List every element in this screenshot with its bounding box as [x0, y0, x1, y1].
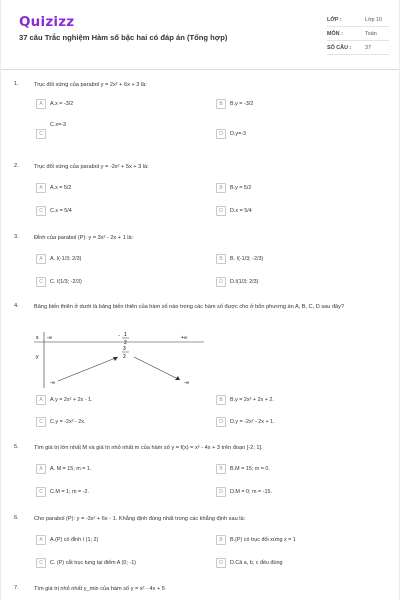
option-d[interactable]: [216, 206, 252, 216]
option-letter: A: [36, 254, 46, 264]
x-right: +∞: [181, 335, 188, 341]
option-text: C.x = 5/4: [50, 208, 72, 214]
option-letter: D: [216, 206, 226, 216]
option-a[interactable]: [36, 395, 93, 405]
question-number: 1.: [14, 81, 19, 87]
question-text: Trục đối xứng của parabol y = 2x² + 6x + 3 là:: [34, 82, 147, 88]
option-letter: C: [36, 558, 46, 568]
meta-grade-row: [327, 13, 389, 27]
meta-key: LỚP :: [327, 16, 342, 23]
option-text: A.(P) có đỉnh I (1; 2): [50, 537, 99, 543]
x-left: -∞: [47, 335, 53, 341]
worksheet-page: [1, 0, 399, 600]
option-letter: C: [36, 206, 46, 216]
question-7: [14, 585, 394, 597]
question-number: 5.: [14, 444, 19, 450]
question-text: Bảng biến thiên ở dưới là bảng biến thiên của hàm số nào trong các hàm số được cho ở bốn phương án A, B, C, D sau đây?: [34, 304, 345, 310]
option-c[interactable]: [36, 277, 82, 287]
option-letter: C: [36, 129, 46, 139]
option-d[interactable]: [216, 417, 275, 427]
y-label: y: [36, 354, 39, 360]
meta-value: 37: [365, 44, 371, 51]
option-b[interactable]: [216, 99, 253, 109]
option-letter: B: [216, 183, 226, 193]
option-d[interactable]: [216, 487, 272, 497]
option-letter: D: [216, 277, 226, 287]
option-c[interactable]: [36, 487, 89, 497]
question-3: [14, 234, 394, 294]
option-text: B. I(-1/3; -2/3): [230, 256, 264, 262]
option-letter: C: [36, 487, 46, 497]
question-text: Tìm giá trị nhỏ nhất y_min của hàm số y = x² - 4x + 5: [34, 586, 165, 592]
option-text: B.y = 5/2: [230, 185, 252, 191]
option-letter: A: [36, 464, 46, 474]
option-letter: B: [216, 395, 226, 405]
option-letter: D: [216, 558, 226, 568]
option-a[interactable]: [36, 254, 81, 264]
option-text: B.M = 15; m = 0.: [230, 466, 270, 472]
meta-count-row: [327, 41, 389, 55]
x-mid-den: 2: [124, 340, 127, 346]
question-1: [14, 81, 394, 151]
option-letter: B: [216, 464, 226, 474]
option-d[interactable]: [216, 277, 258, 287]
option-a[interactable]: [36, 183, 71, 193]
question-number: 7.: [14, 585, 19, 591]
option-letter: A: [36, 183, 46, 193]
meta-info: [327, 13, 389, 55]
option-text: C.M = 1; m = -2.: [50, 489, 89, 495]
option-text: C.y = -2x² - 2x.: [50, 419, 86, 425]
option-c[interactable]: [36, 206, 72, 216]
option-text: C.x=-3: [50, 122, 67, 128]
question-number: 2.: [14, 163, 19, 169]
option-text: C. I(1/3; -2/3): [50, 279, 82, 285]
option-text: D.y=-3: [230, 131, 247, 137]
option-letter: C: [36, 277, 46, 287]
quizizz-logo: Quizizz: [19, 14, 75, 30]
header-divider: [1, 69, 399, 70]
meta-key: MÔN :: [327, 30, 343, 37]
option-b[interactable]: [216, 183, 251, 193]
option-letter: D: [216, 129, 226, 139]
option-d[interactable]: [216, 558, 282, 568]
option-b[interactable]: [216, 395, 274, 405]
option-text: A. M = 15; m = 1.: [50, 466, 92, 472]
option-text: B.y = -3/2: [230, 101, 254, 107]
option-text: D.M = 0; m = -15.: [230, 489, 272, 495]
y-right: -∞: [184, 380, 190, 386]
question-6: [14, 515, 394, 575]
option-c[interactable]: [36, 129, 50, 139]
option-letter: A: [36, 395, 46, 405]
variation-table: [34, 328, 214, 390]
x-label: x: [36, 335, 39, 341]
x-mid-num: 1: [124, 332, 127, 338]
question-2: [14, 163, 394, 223]
option-c[interactable]: [36, 558, 136, 568]
option-b[interactable]: [216, 535, 296, 545]
option-letter: A: [36, 99, 46, 109]
option-d[interactable]: [216, 129, 246, 139]
meta-key: SỐ CÂU :: [327, 44, 352, 51]
option-letter: C: [36, 417, 46, 427]
option-b[interactable]: [216, 464, 270, 474]
option-text: A.x = 5/2: [50, 185, 72, 191]
option-c[interactable]: [36, 417, 86, 427]
option-b[interactable]: [216, 254, 263, 264]
option-letter: B: [216, 535, 226, 545]
option-text: A.y = 2x² + 2x - 1.: [50, 397, 93, 403]
question-text: Trục đối xứng của parabol y = -2x² + 5x + 3 là:: [34, 164, 149, 170]
option-a[interactable]: [36, 99, 73, 109]
option-text: D.I(1/3; 2/3): [230, 279, 259, 285]
y-top-num: 3: [123, 346, 126, 352]
meta-value: Lớp 10: [365, 16, 383, 23]
question-4: [14, 303, 394, 433]
option-a[interactable]: [36, 535, 98, 545]
option-text: D.x = 5/4: [230, 208, 252, 214]
option-text: D.y = -2x² - 2x + 1.: [230, 419, 275, 425]
question-number: 3.: [14, 234, 19, 240]
option-letter: A: [36, 535, 46, 545]
option-text: A. I(-1/3; 2/3): [50, 256, 82, 262]
question-number: 4.: [14, 303, 19, 309]
option-text: A.x = -3/2: [50, 101, 74, 107]
y-left: -∞: [50, 380, 56, 386]
option-letter: D: [216, 487, 226, 497]
option-text: D.Cả a, b, c đều đúng: [230, 560, 283, 566]
meta-subject-row: [327, 27, 389, 41]
x-mid-sign: −: [118, 333, 121, 338]
y-top-den: 2: [123, 354, 126, 360]
question-5: [14, 444, 394, 504]
question-number: 6.: [14, 515, 19, 521]
option-letter: B: [216, 254, 226, 264]
question-text: Đỉnh của parabol (P): y = 3x² - 2x + 1 là:: [34, 235, 134, 241]
option-text: B.(P) có trục đối xứng x = 1: [230, 537, 296, 543]
meta-value: Toán: [365, 30, 377, 37]
option-letter: D: [216, 417, 226, 427]
option-text: B.y = 2x² + 2x + 2.: [230, 397, 274, 403]
question-text: Tìm giá trị lớn nhất M và giá trị nhỏ nhất m của hàm số y = f(x) = x² - 4x + 3 trên đoạn [-2; 1].: [34, 445, 263, 451]
option-text: C. (P) cắt trục tung tại điểm A (0; -1): [50, 560, 136, 566]
option-a[interactable]: [36, 464, 91, 474]
option-letter: B: [216, 99, 226, 109]
question-text: Cho parabol (P): y = -3x² + 6x - 1. Khẳng định đúng nhất trong các khẳng định sau là:: [34, 516, 246, 522]
document-title: 37 câu Trắc nghiệm Hàm số bậc hai có đáp án (Tổng hợp): [19, 33, 228, 42]
